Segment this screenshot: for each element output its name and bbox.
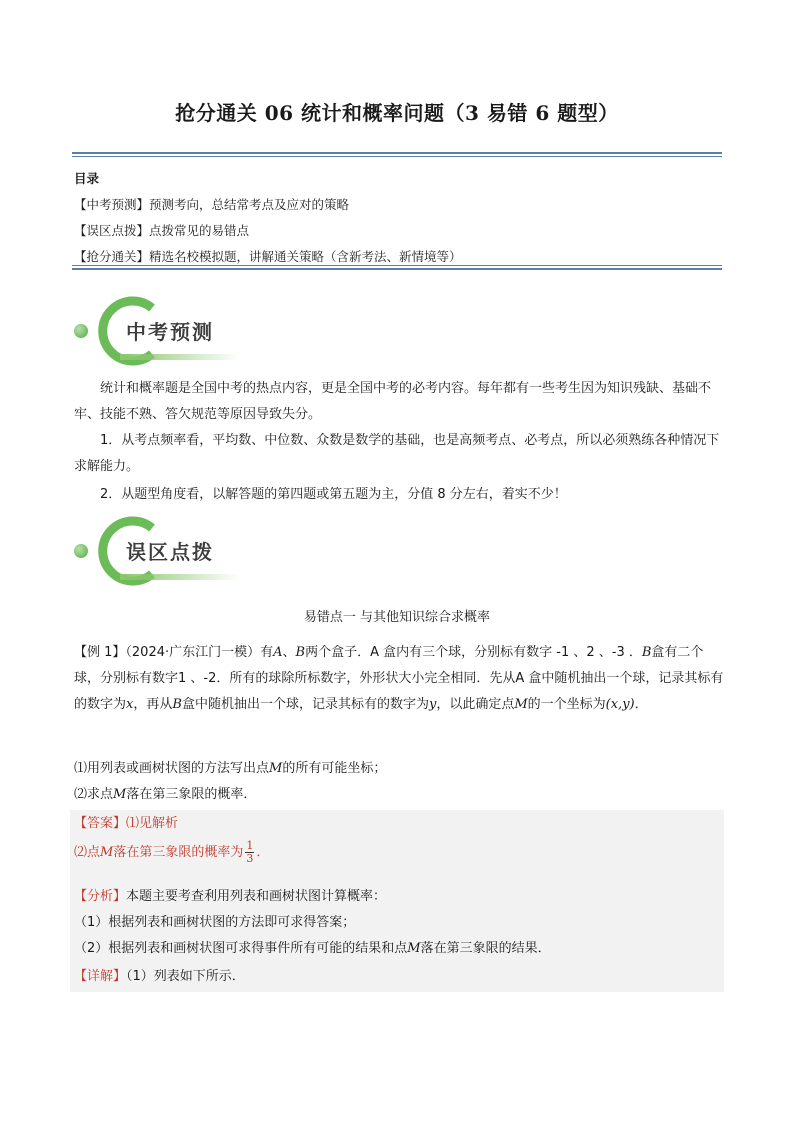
math-var: B (295, 645, 306, 660)
math-var: M (514, 697, 528, 712)
paragraph: 1．从考点频率看，平均数、中位数、众数是数学的基础，也是高频考点、必考点，所以必须熟练各种情况下求解能力。 (74, 433, 720, 474)
question-text: ⑵求点 (74, 787, 114, 802)
answer-text: ⑵点 (74, 845, 101, 860)
green-dot-icon (74, 544, 88, 558)
example-text: ，以此确定点 (436, 697, 515, 712)
math-var: y (428, 697, 437, 712)
analysis-line (74, 885, 386, 904)
page-title: 抢分通关 06 统计和概率问题（3 易错 6 题型） (175, 101, 619, 125)
example-text: 【例 1】（2024·广东江门一模）有 (74, 645, 274, 660)
fraction-denominator: 3 (246, 852, 254, 865)
detail-line (74, 965, 245, 984)
example-text: 的一个坐标为 (527, 697, 606, 712)
question-text: 的所有可能坐标； (282, 761, 387, 776)
example-text: ． (634, 697, 648, 712)
math-var: M (113, 787, 127, 802)
answer-tag: 【答案】 (74, 816, 127, 831)
analysis-line: （1）根据列表和画树状图的方法即可求得答案； (74, 915, 356, 930)
toc-item: 【抢分通关】精选名校模拟题，讲解通关策略（含新考法、新情境等） (74, 249, 462, 264)
math-var: M (407, 941, 421, 956)
paragraph: 2．从题型角度看，以解答题的第四题或第五题为主，分值 8 分左右，着实不少！ (100, 487, 567, 502)
math-coord: (x,y) (605, 697, 635, 712)
answer-line-2 (74, 840, 269, 865)
question-2 (74, 782, 724, 808)
bottom-divider (72, 265, 722, 270)
math-var: A (273, 645, 283, 660)
example-text: 盒有二个球，分别标有数字1 、-2．所有的球除所标数字，外形状大小完全相同．先从A 盒中随机抽出一个球，记录其标有的数字为 (74, 645, 724, 712)
section-title: 误区点拨 (126, 540, 214, 564)
math-var: M (269, 761, 283, 776)
section-underline (120, 354, 240, 360)
math-var: B (172, 697, 182, 712)
math-var: M (100, 845, 114, 860)
question-1 (74, 756, 724, 782)
analysis-tag: 【分析】 (74, 889, 127, 904)
fraction-numerator: 1 (246, 839, 254, 852)
toc-item: 【中考预测】预测考向，总结常考点及应对的策略 (74, 197, 350, 212)
detail-text: （1）列表如下所示． (126, 969, 245, 984)
example-text: 、 (282, 645, 296, 660)
section-banner-forecast (74, 296, 254, 368)
section-banner-mistakes (74, 516, 254, 588)
example-text: ，再从 (133, 697, 173, 712)
example-text: 盒中随机抽出一个球，记录其标有的数字为 (181, 697, 429, 712)
answer-text: ． (256, 845, 270, 860)
example-problem (74, 640, 724, 718)
detail-tag: 【详解】 (74, 969, 127, 984)
fraction (245, 840, 254, 865)
table-of-contents (74, 166, 462, 270)
answer-text: ⑴见解析 (126, 816, 179, 831)
toc-item: 【误区点拨】点拨常见的易错点 (74, 223, 250, 238)
question-text: ⑴用列表或画树状图的方法写出点 (74, 761, 270, 776)
analysis-line (74, 937, 551, 956)
subheading: 易错点一 与其他知识综合求概率 (303, 610, 491, 625)
answer-text: 落在第三象限的概率为 (113, 845, 244, 860)
question-text: 落在第三象限的概率． (126, 787, 257, 802)
analysis-text: 本题主要考查利用列表和画树状图计算概率： (126, 889, 387, 904)
section-underline (120, 574, 240, 580)
example-text: 两个盒子．A 盒内有三个球，分别标有数字 -1 、2 、-3 ． (305, 645, 642, 660)
toc-heading: 目录 (74, 171, 100, 186)
top-divider (72, 152, 722, 157)
analysis-text: （2）根据列表和画树状图可求得事件所有可能的结果和点 (74, 941, 408, 956)
green-dot-icon (74, 324, 88, 338)
math-var: B (641, 645, 652, 660)
section-title: 中考预测 (126, 320, 214, 344)
analysis-text: 落在第三象限的结果． (420, 941, 551, 956)
answer-line-1 (74, 812, 178, 831)
math-var: x (126, 697, 134, 712)
paragraph: 统计和概率题是全国中考的热点内容，更是全国中考的必考内容。每年都有一些考生因为知识残缺、基础不牢、技能不熟、答欠规范等原因导致失分。 (74, 381, 712, 422)
